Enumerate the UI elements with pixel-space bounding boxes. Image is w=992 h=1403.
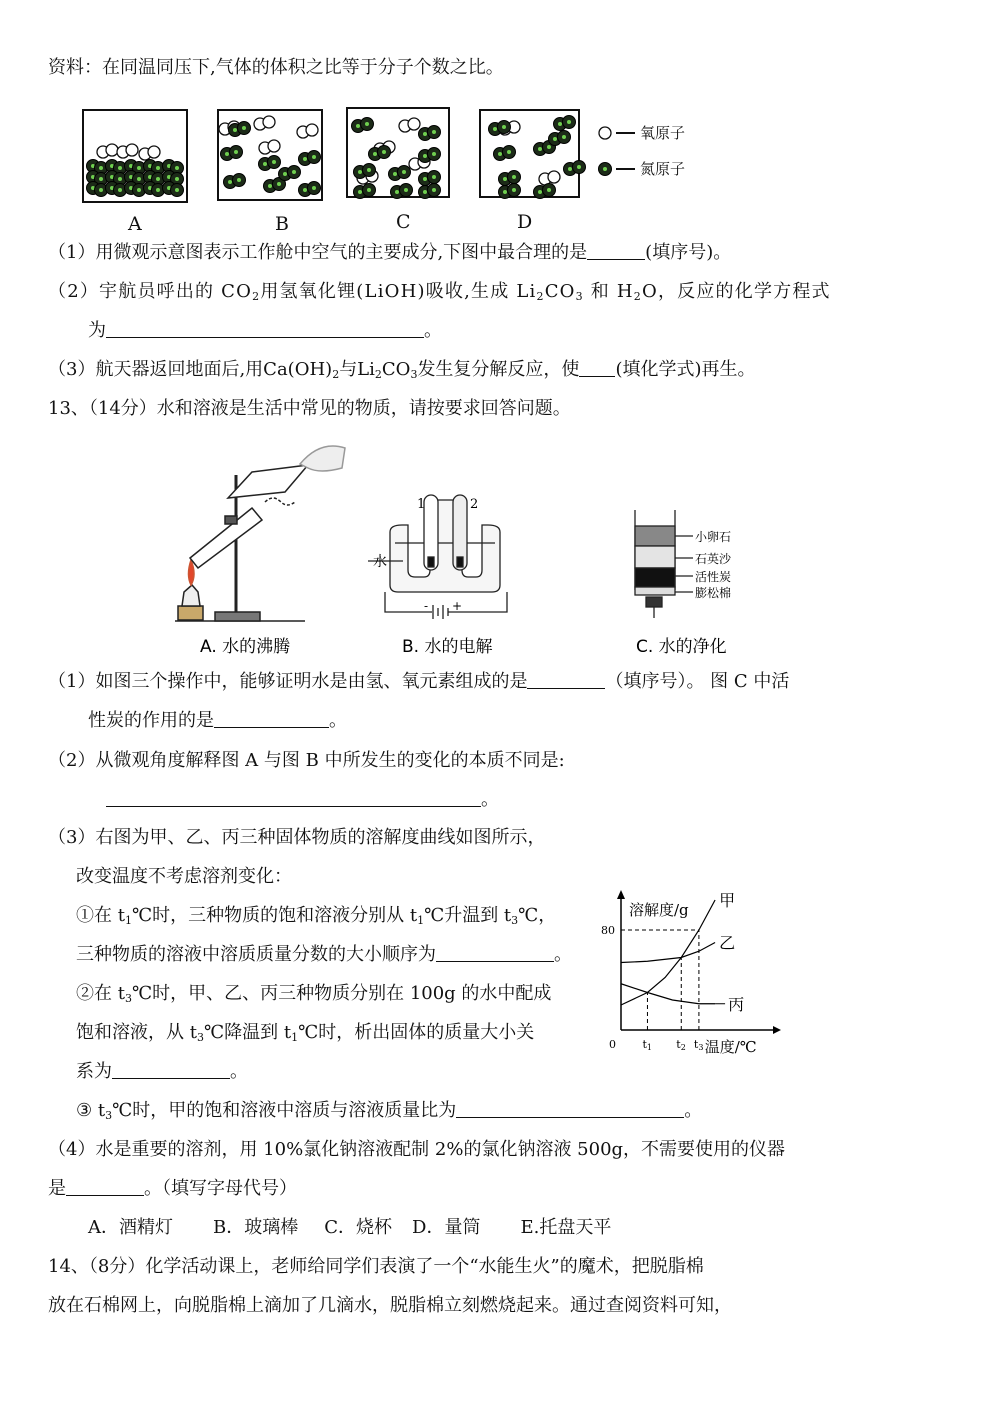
nitrogen-atom-highlight	[283, 172, 287, 176]
text: 三种物质的溶液中溶质质量分数的大小顺序为	[76, 944, 436, 965]
nitrogen-atom-highlight	[175, 188, 179, 192]
text: 发生复分解反应，使	[417, 359, 580, 380]
nitrogen-atom-highlight	[358, 170, 362, 174]
subscript: 2	[332, 368, 340, 381]
negative-terminal: -	[424, 599, 429, 613]
text: ℃时，析出固体的质量大小关	[298, 1022, 535, 1043]
nitrogen-atom-highlight	[432, 130, 436, 134]
text: ①在 t	[76, 905, 125, 926]
nitrogen-atom-highlight	[512, 188, 516, 192]
nitrogen-atom-highlight	[423, 132, 427, 136]
q13-part1-cont	[88, 709, 347, 733]
nitrogen-atom-highlight	[547, 188, 551, 192]
nitrogen-atom-highlight	[432, 175, 436, 179]
legend-nitrogen-label: 氮原子	[640, 160, 686, 178]
subscript: 2	[252, 290, 261, 303]
solubility-chart	[595, 885, 795, 1065]
q13-part3-sub1-cont	[76, 943, 572, 967]
nitrogen-atom-highlight	[137, 188, 141, 192]
nitrogen-atom-highlight	[263, 162, 267, 166]
text: 为	[88, 320, 106, 341]
x-axis-label: 温度/℃	[704, 1038, 757, 1056]
option-b: B．玻璃棒	[213, 1217, 299, 1238]
nitrogen-atom-highlight	[358, 190, 362, 194]
answer-blank[interactable]	[106, 319, 424, 338]
q13-title: 13、（14分）水和溶液是生活中常见的物质，请按要求回答问题。	[48, 398, 571, 419]
q12-part2-answer	[88, 319, 442, 343]
text: （填序号）。 图 C 中活	[605, 671, 790, 692]
answer-blank[interactable]	[579, 358, 615, 377]
nitrogen-atom-highlight	[118, 188, 122, 192]
subscript: 1	[291, 1031, 299, 1044]
text: 用氢氧化锂(LiOH)吸收,生成 Li	[260, 281, 537, 302]
q13-part3-intro: （3）右图为甲、乙、丙三种固体物质的溶解度曲线如图所示，	[48, 827, 546, 848]
text: ℃时，三种物质的饱和溶液分别从 t	[131, 905, 418, 926]
series-label-2: 丙	[728, 994, 745, 1014]
text: 性炭的作用的是	[88, 710, 214, 731]
subscript: 3	[511, 914, 519, 927]
subscript: 1	[124, 914, 132, 927]
filter-layer-cotton: 膨松棉	[695, 586, 732, 600]
text: 是	[48, 1178, 66, 1199]
text: （3）航天器返回地面后,用Ca(OH)	[48, 359, 333, 380]
x-tick-label: t3	[693, 1038, 704, 1052]
series-label-0: 甲	[719, 891, 736, 910]
figure-label-b: B	[275, 213, 289, 235]
nitrogen-atom-highlight	[242, 126, 246, 130]
nitrogen-atom-highlight	[502, 125, 506, 129]
text: CO	[381, 359, 411, 380]
nitrogen-atom-highlight	[137, 166, 141, 170]
water-filter	[635, 510, 693, 618]
nitrogen-atom-highlight	[156, 166, 160, 170]
caption-purification: C. 水的净化	[636, 637, 727, 657]
text: ℃时，甲、乙、丙三种物质分别在 100g 的水中配成	[131, 983, 552, 1004]
q13-part3-sub1	[76, 904, 556, 928]
y-axis-arrow	[617, 890, 625, 899]
text: O，反应的化学方程式	[641, 281, 831, 302]
text: (填化学式)再生。	[615, 359, 756, 380]
nitrogen-atom-highlight	[99, 166, 103, 170]
water-label: 水	[373, 554, 387, 570]
nitrogen-atom-highlight	[577, 165, 581, 169]
nitrogen-atom-highlight	[367, 168, 371, 172]
nitrogen-atom-highlight	[568, 167, 572, 171]
q12-p1-tail: (填序号)。	[645, 242, 732, 263]
q14-text-line1: 14、（8分）化学活动课上，老师给同学们表演了一个“水能生火”的魔术，把脱脂棉	[48, 1256, 704, 1277]
nitrogen-atom-highlight	[156, 177, 160, 181]
origin-label: 0	[609, 1038, 616, 1051]
nitrogen-atom-highlight	[312, 186, 316, 190]
option-e: E.托盘天平	[520, 1217, 612, 1238]
text: ℃升温到 t	[424, 905, 512, 926]
nitrogen-atom-highlight	[423, 190, 427, 194]
option-a: A．酒精灯	[88, 1217, 173, 1238]
text: ③ t	[76, 1100, 106, 1121]
answer-blank[interactable]	[527, 670, 605, 689]
text: ℃时，甲的饱和溶液中溶质与溶液质量比为	[112, 1100, 457, 1121]
option-c: C．烧杯	[324, 1217, 393, 1238]
nitrogen-atom-highlight	[292, 170, 296, 174]
text: 。	[424, 320, 442, 341]
q13-part2-answer	[106, 788, 499, 812]
nitrogen-atom-highlight	[356, 124, 360, 128]
legend-oxygen-label: 氧原子	[640, 124, 686, 142]
x-tick-label: t1	[642, 1038, 652, 1052]
oxygen-atom	[268, 140, 280, 152]
q13-part2: （2）从微观角度解释图 A 与图 B 中所发生的变化的本质不同是:	[48, 750, 565, 771]
subscript: 2	[633, 290, 642, 303]
oxygen-atom	[148, 146, 160, 158]
answer-blank[interactable]	[214, 709, 329, 728]
q13-part3-sub3	[76, 1099, 702, 1123]
subscript: 2	[374, 368, 382, 381]
nitrogen-atom-highlight	[503, 190, 507, 194]
nitrogen-atom-highlight	[156, 188, 160, 192]
nitrogen-atom-highlight	[503, 177, 507, 181]
nitrogen-atom-highlight	[118, 166, 122, 170]
answer-blank[interactable]	[66, 1177, 144, 1196]
subscript: 3	[410, 368, 418, 381]
q13-part3-note: 改变温度不考虑溶剂变化：	[76, 866, 292, 887]
answer-blank[interactable]	[436, 943, 554, 962]
nitrogen-atom-highlight	[234, 150, 238, 154]
nitrogen-atom-highlight	[603, 167, 607, 171]
oxygen-atom	[599, 127, 611, 139]
nitrogen-atom-highlight	[432, 152, 436, 156]
nitrogen-atom-highlight	[175, 177, 179, 181]
nitrogen-atom-highlight	[277, 182, 281, 186]
nitrogen-atom-highlight	[423, 154, 427, 158]
q13-part1	[48, 670, 789, 694]
nitrogen-atom-highlight	[538, 190, 542, 194]
nitrogen-atom-highlight	[547, 145, 551, 149]
q12-part3	[48, 358, 755, 382]
y-tick-label: 80	[601, 924, 615, 937]
nitrogen-atom-highlight	[493, 127, 497, 131]
nitrogen-atom-highlight	[303, 188, 307, 192]
nitrogen-atom-highlight	[303, 157, 307, 161]
subscript: 3	[124, 992, 132, 1005]
answer-blank[interactable]	[456, 1099, 684, 1118]
caption-boiling: A. 水的沸腾	[200, 637, 291, 657]
nitrogen-atom-highlight	[237, 178, 241, 182]
subscript: 3	[105, 1109, 113, 1122]
figure-label-d: D	[517, 211, 533, 233]
q13-part4-answer	[48, 1177, 297, 1201]
boiling-apparatus	[175, 446, 345, 621]
nitrogen-atom-highlight	[507, 150, 511, 154]
nitrogen-atom-highlight	[404, 188, 408, 192]
oxygen-atom	[126, 144, 138, 156]
series-label-1: 乙	[719, 933, 736, 953]
nitrogen-atom-highlight	[118, 177, 122, 181]
text: 。	[684, 1100, 703, 1121]
nitrogen-atom-highlight	[512, 175, 516, 179]
subscript: 3	[196, 1031, 204, 1044]
nitrogen-atom-highlight	[538, 147, 542, 151]
nitrogen-atom-highlight	[233, 128, 237, 132]
y-axis-label: 溶解度/g	[629, 901, 689, 919]
q12-part1	[48, 241, 731, 265]
x-axis-arrow	[773, 1026, 781, 1034]
q13-part4-options	[88, 1216, 611, 1240]
nitrogen-atom-highlight	[562, 135, 566, 139]
nitrogen-atom-highlight	[268, 184, 272, 188]
apparatus-diagram	[170, 440, 790, 660]
subscript: 1	[417, 914, 425, 927]
text: 和 H	[583, 281, 634, 302]
nitrogen-atom-highlight	[498, 152, 502, 156]
text: 系为	[76, 1061, 112, 1082]
filter-layer-carbon: 活性炭	[695, 570, 732, 584]
nitrogen-atom-highlight	[402, 170, 406, 174]
nitrogen-atom-highlight	[373, 152, 377, 156]
q13-part3-sub2	[76, 982, 551, 1006]
text: 。	[481, 789, 499, 810]
nitrogen-atom-highlight	[99, 177, 103, 181]
answer-blank[interactable]	[112, 1060, 230, 1079]
oxygen-atom	[548, 171, 560, 183]
text: 与Li	[339, 359, 375, 380]
nitrogen-atom-highlight	[567, 120, 571, 124]
option-d: D．量筒	[412, 1217, 481, 1238]
nitrogen-atom-highlight	[558, 122, 562, 126]
electrolysis-apparatus	[368, 495, 507, 619]
x-tick-label: t2	[676, 1038, 686, 1052]
series-line-1	[621, 943, 715, 963]
figure-label-a: A	[128, 213, 142, 235]
nitrogen-atom-highlight	[99, 188, 103, 192]
tube-2-label: 2	[470, 497, 479, 512]
text: ℃降温到 t	[203, 1022, 292, 1043]
figure-label-c: C	[396, 211, 411, 233]
nitrogen-atom-highlight	[225, 152, 229, 156]
text: ②在 t	[76, 983, 125, 1004]
nitrogen-atom-highlight	[382, 150, 386, 154]
filter-layer-sand: 石英沙	[695, 552, 732, 566]
oxygen-atom	[306, 124, 318, 136]
subscript: 3	[575, 290, 584, 303]
answer-blank[interactable]	[106, 788, 481, 807]
nitrogen-atom-highlight	[393, 172, 397, 176]
q14-text-line2: 放在石棉网上，向脱脂棉上滴加了几滴水，脱脂棉立刻燃烧起来。通过查阅资料可知，	[48, 1295, 732, 1316]
text: CO	[544, 281, 576, 302]
nitrogen-atom-highlight	[137, 177, 141, 181]
intro-text: 资料：在同温同压下,气体的体积之比等于分子个数之比。	[48, 57, 504, 78]
oxygen-atom	[263, 116, 275, 128]
nitrogen-atom-highlight	[367, 188, 371, 192]
text: （1）如图三个操作中，能够证明水是由氢、氧元素组成的是	[48, 671, 528, 692]
tube-1-label: 1	[417, 497, 426, 512]
series-line-2	[621, 984, 715, 1004]
text: 。	[230, 1061, 248, 1082]
filter-layer-pebbles: 小卵石	[695, 530, 732, 544]
nitrogen-atom-highlight	[365, 122, 369, 126]
q13-part3-sub2-cont	[76, 1021, 534, 1045]
nitrogen-atom-highlight	[272, 160, 276, 164]
text: 。	[554, 944, 572, 965]
text: ℃，	[518, 905, 557, 926]
nitrogen-atom-highlight	[553, 137, 557, 141]
oxygen-atom	[408, 118, 420, 130]
text: 。	[329, 710, 347, 731]
q13-part3-sub2-answer	[76, 1060, 248, 1084]
text: 饱和溶液，从 t	[76, 1022, 197, 1043]
oxygen-atom	[106, 144, 118, 156]
nitrogen-atom-highlight	[395, 190, 399, 194]
answer-blank[interactable]	[587, 241, 645, 260]
nitrogen-atom-highlight	[175, 166, 179, 170]
positive-terminal: +	[452, 599, 463, 613]
q13-part4: （4）水是重要的溶剂，用 10%氯化钠溶液配制 2%的氯化钠溶液 500g，不需要使用的仪器	[48, 1139, 786, 1160]
nitrogen-atom-highlight	[423, 177, 427, 181]
subscript: 2	[536, 290, 545, 303]
text: 。（填写字母代号）	[144, 1178, 297, 1199]
text: （2）宇航员呼出的 CO	[48, 281, 253, 302]
nitrogen-atom-highlight	[312, 155, 316, 159]
nitrogen-atom-highlight	[228, 180, 232, 184]
caption-electrolysis: B. 水的电解	[402, 637, 493, 657]
q12-p1-text: （1）用微观示意图表示工作舱中空气的主要成分,下图中最合理的是	[48, 242, 588, 263]
nitrogen-atom-highlight	[432, 188, 436, 192]
q12-part2	[48, 280, 831, 304]
